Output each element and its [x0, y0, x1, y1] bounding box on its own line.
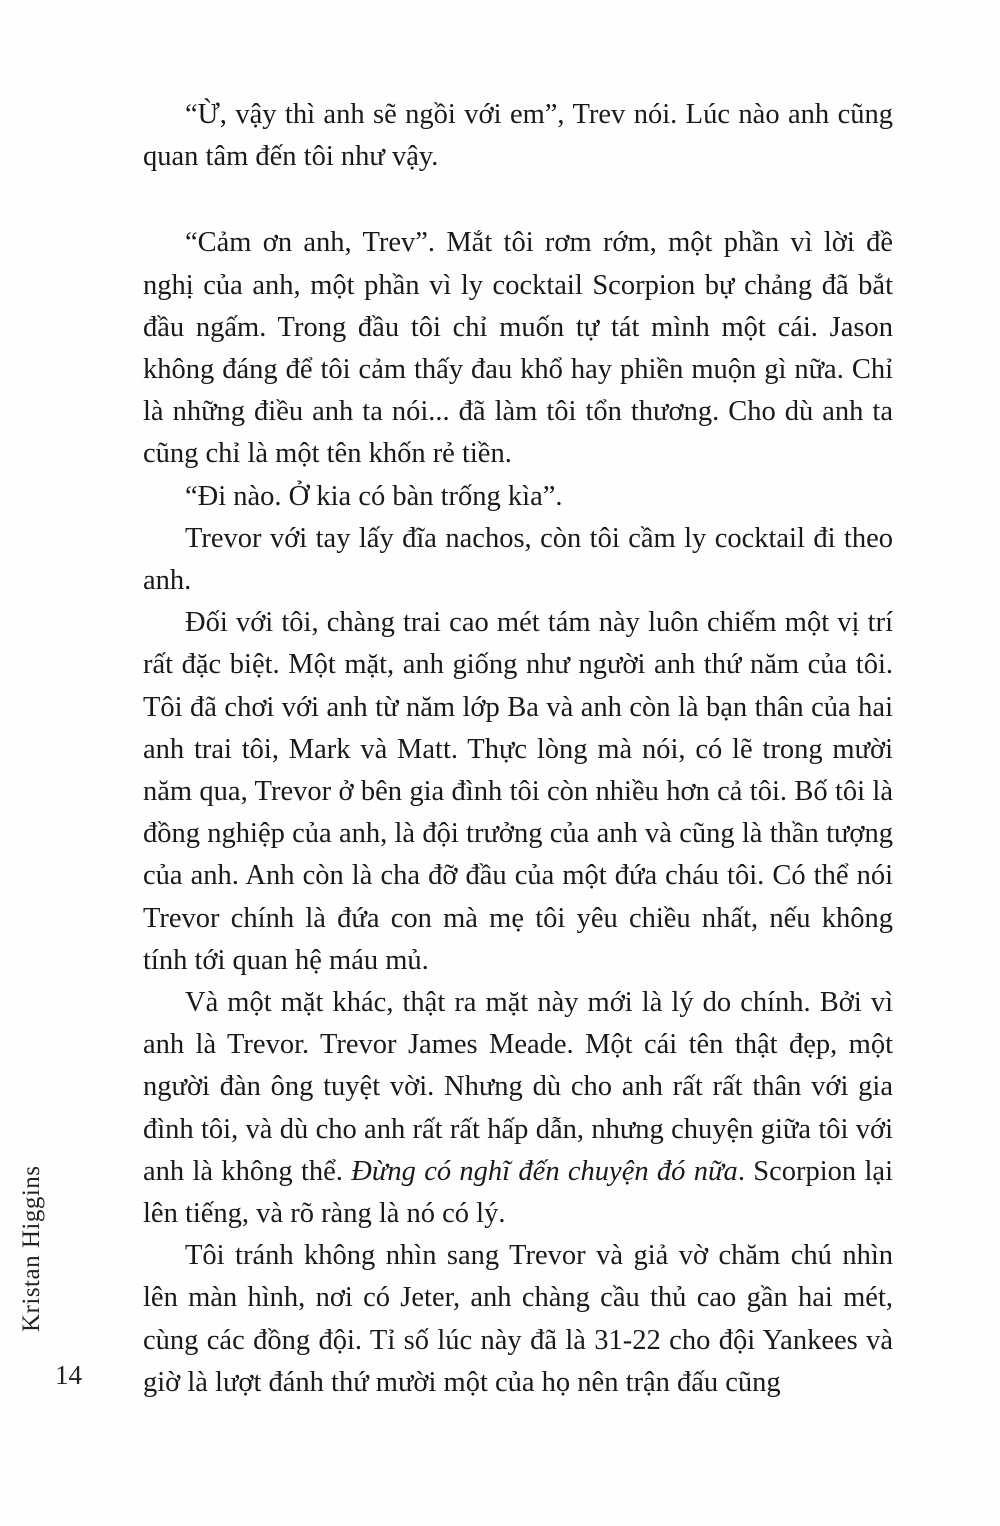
page-number: 14: [55, 1360, 82, 1390]
paragraph: [143, 476, 893, 518]
paragraph: [143, 94, 893, 178]
paragraph-text: “Đi nào. Ở kia có bàn trống kìa”.: [185, 480, 563, 512]
paragraph-text: . Scorpion lại lên tiếng, và rõ ràng là nó có lý.: [143, 1155, 893, 1230]
margin-author-name: Kristan Higgins: [18, 1165, 45, 1332]
paragraph: [143, 602, 893, 982]
paragraph: [143, 222, 893, 475]
paragraph-text: Và một mặt khác, thật ra mặt này mới là lý do chính. Bởi vì anh là Trevor. Trevor James Meade. Một cái tên thật đẹp, một người đàn ông tuyệt vời. Nhưng dù cho anh rất rất thân với gia đình tôi, và dù cho anh rất rất hấp dẫn, nhưng chuyện giữa tôi với anh là không thể.: [143, 987, 893, 1187]
paragraph-text-italic: Đừng có nghĩ đến chuyện đó nữa: [351, 1155, 738, 1187]
paragraph-text: Tôi tránh không nhìn sang Trevor và giả vờ chăm chú nhìn lên màn hình, nơi có Jeter, anh chàng cầu thủ cao gần hai mét, cùng các đồng đội. Tỉ số lúc này đã là 31-22 cho đội Yankees và giờ là lượt đánh thứ mười một của họ nên trận đấu cũng: [143, 1240, 893, 1398]
paragraph: [143, 982, 893, 1235]
paragraph-text: Đối với tôi, chàng trai cao mét tám này luôn chiếm một vị trí rất đặc biệt. Một mặt, anh giống như người anh thứ năm của tôi. Tôi đã chơi với anh từ năm lớp Ba và anh còn là bạn thân của hai anh trai tôi, Mark và Matt. Thực lòng mà nói, có lẽ trong mười năm qua, Trevor ở bên gia đình tôi còn nhiều hơn cả tôi. Bố tôi là đồng nghiệp của anh, là đội trưởng của anh và cũng là thần tượng của anh. Anh còn là cha đỡ đầu của một đứa cháu tôi. Có thể nói Trevor chính là đứa con mà mẹ tôi yêu chiều nhất, nếu không tính tới quan hệ máu mủ.: [143, 607, 893, 976]
body-text-column: [143, 94, 893, 1404]
paragraph-text: Trevor với tay lấy đĩa nachos, còn tôi cầm ly cocktail đi theo anh.: [143, 522, 893, 597]
paragraph: [143, 1235, 893, 1404]
paragraph-text: “Ừ, vậy thì anh sẽ ngồi với em”, Trev nói. Lúc nào anh cũng quan tâm đến tôi như vậy.: [143, 99, 893, 173]
paragraph: [143, 518, 893, 602]
paragraph-text: “Cảm ơn anh, Trev”. Mắt tôi rơm rớm, một phần vì lời đề nghị của anh, một phần vì ly cocktail Scorpion bự chảng đã bắt đầu ngấm. Trong đầu tôi chỉ muốn tự tát mình một cái. Jason không đáng để tôi cảm thấy đau khổ hay phiền muộn gì nữa. Chỉ là những điều anh ta nói... đã làm tôi tổn thương. Cho dù anh ta cũng chỉ là một tên khốn rẻ tiền.: [143, 227, 893, 470]
